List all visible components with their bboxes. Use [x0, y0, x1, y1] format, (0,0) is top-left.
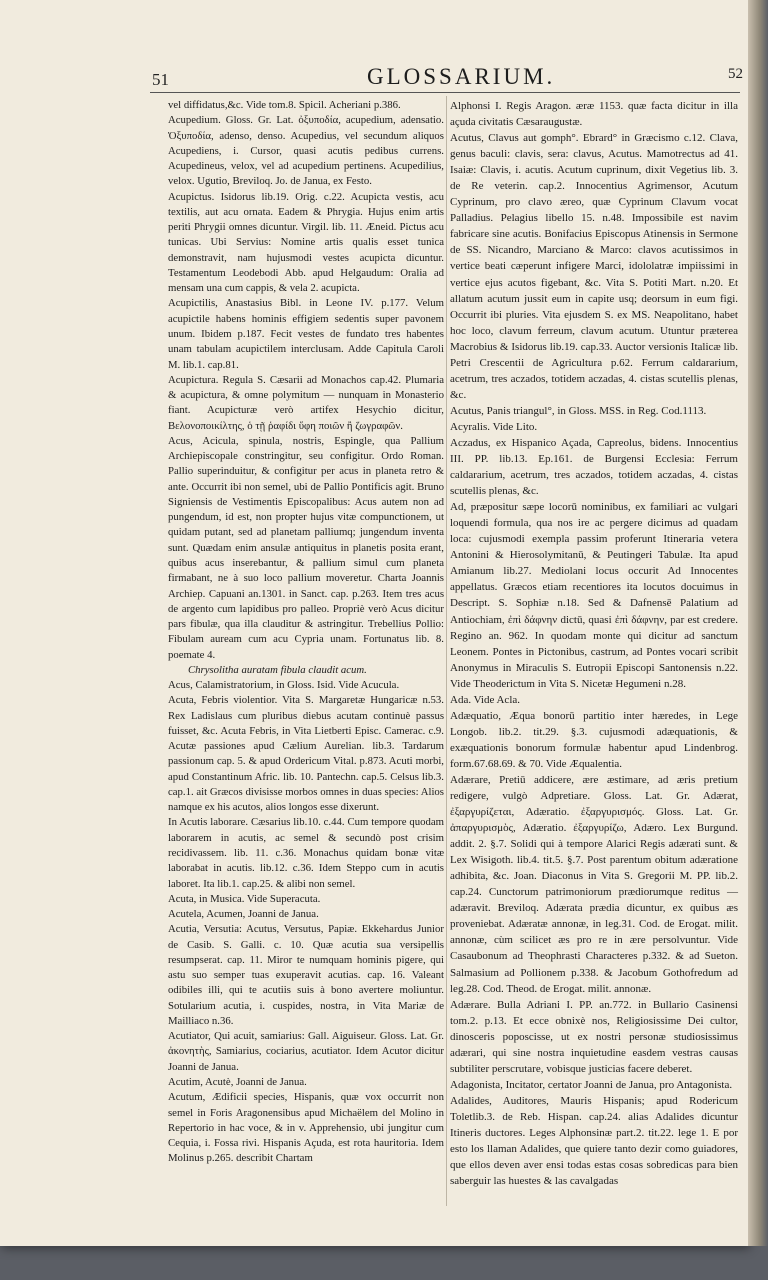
- entry-paragraph: Acutus, Panis triangul°, in Gloss. MSS. in Reg. Cod.1113.: [450, 404, 707, 417]
- entry-paragraph: Chrysolitha auratam fibula claudit acum.: [188, 663, 367, 676]
- entry-paragraph: Acutim, Acutè, Joanni de Janua.: [168, 1076, 307, 1088]
- entry-paragraph: Adæquatio, Æqua bonorū partitio inter hæredes, in Lege Longob. lib.2. tit.29. §.3. cujusmodi adæquationis, & exæquationis bonorum formulæ habentur apud Lindenbrog. form.67.68.69. & 70. Vide Æqualentia.: [450, 709, 738, 770]
- column-divider: [446, 96, 447, 1206]
- entry-paragraph: Acus, Acicula, spinula, nostris, Espingle, qua Pallium Archiepiscopale constringitur, seu configitur. Ordo Roman. Pallio superinduitur, & configitur per acus in planeta retro & ante. Occurrit ibi non semel, ubi de Pallio Pontificis agit. Bruno Signiensis de Vestimentis Episcopalibus: Acus autem non ad pungendum, id est, non propter hujus vitæ compunctionem, ut quidam putant, sed ad planetam palliumq; jungendum inventa sunt. Quædam enim ansulæ antiquitus in planetis posita erant, quibus acus inserebantur, & pallium simul cum planeta firmabant, ne à suo loco pallium moveretur. Charta Joannis Archiep. Capuani an.1301. in Sanct. cap. p.263. Item tres acus de argento cum lapidibus pro palleo. Propriè verò Acus dicitur pars fibulæ, qua illa clauditur & astringitur. Trebellius Pollio: Fibulam auream cum acu Cypria unam. Fortunatus lib. 8. poemate 4.: [168, 434, 444, 661]
- entry-paragraph: Acus, Calamistratorium, in Gloss. Isid. Vide Acucula.: [168, 679, 400, 692]
- page-number-right: 52: [728, 66, 743, 82]
- right-column: [450, 98, 738, 1189]
- entry-paragraph: Adagonista, Incitator, certator Joanni de Janua, pro Antagonista.: [450, 1078, 733, 1091]
- entry-paragraph: Acuta, Febris violentior. Vita S. Margaretæ Hungaricæ n.53. Rex Ladislaus cum pluribus diebus acutam continuè passus fuisset, &c. Acuta Febris, in Vita Lietberti Episc. Camerac. c.9. Acutæ passiones apud Cælium Aurelian. lib.3. Tardarum passionum cap. 5. & apud Ordericum Vital. p.873. Acuti morbi, apud Constantinum Afric. lib. 10. Pantechn. cap.5. Celsus lib.3. cap.1. ait Græcos divisisse morbos omnes in duas species: Alios namque ex his acutos, alios longos esse dixerunt.: [168, 694, 444, 814]
- entry-paragraph: Ada. Vide Acla.: [450, 693, 521, 706]
- page-edge: [748, 0, 768, 1246]
- entry-paragraph: vel diffidatus,&c. Vide tom.8. Spicil. Acheriani p.386.: [168, 99, 401, 111]
- page-number-left: 51: [152, 70, 169, 89]
- entry-paragraph: Acutus, Clavus aut gomph°. Ebrard° in Græcismo c.12. Clava, genus baculi: clavis, sera: clavus, Acutus. Mamotrectus ad 41. Isaiæ: Clavis, i. acutis. Acutum cuprinum, dixit Vegetius lib. 3. de Re veterin. cap.2. Innocentius Agrimensor, Acutum Cyprinum, pro clavo æreo, quæ Cyprinum Clavum vocat Palladius. Pelagius libello 15. n.48. Impossibile est navim fabricare sine acutis. Bonifacius Episcopus Atinensis in Sermone de SS. Nicandro, Marciano & Marco: clavos acutissimos in vertice beati cæperunt infigere Marci, idololatræ impiissimi in vertice ejus acutos figebant, &c. Vita S. Potiti Mart. n.20. Et allatum acutum jussit eum in capite usq; deorsum in eum figi. Occurrit ibi pluries. Vita ejusdem S. ex MS. Neapolitano, habet hoc loco, clavum ferreum, clavum acutum. Utuntur præterea Macrobius & Isidorus lib.19. cap.33. Auctor versionis Italicæ lib. Petri Crescentii de Agricultura p.62. Ferrum caldararium, acetrum, tres aczados, totidem aczadas, 4. cistas scutellis plenas, &c.: [450, 132, 738, 401]
- entry-paragraph: In Acutis laborare. Cæsarius lib.10. c.44. Cum tempore quodam laborarem in acutis, ac semel & secundò post crisim recidivassem. lib. 11. c.36. Monachus quidam bonæ vitæ laborabat in acutis. lib.12. c.36. Idem Steppo cum in acutis laboret. Ita lib.1. cap.25. & alibi non semel.: [168, 816, 444, 890]
- entry-paragraph: Adalides, Auditores, Mauris Hispanis; apud Rodericum Toletlib.3. de Reb. Hispan. cap.24. alias Adalides dicuntur Itineris ductores. Leges Alphonsinæ part.2. tit.22. lege 1. E por esto los llaman Adalides, que quiere tanto dezir como guiadores, que ellos deven aver ensi todas estas cosas sobredicas para bien saberguir las huestes & las cavalgadas: [450, 1094, 738, 1188]
- entry-paragraph: Acutiator, Qui acuit, samiarius: Gall. Aiguiseur. Gloss. Lat. Gr. ἀκονητὴς, Samiarius, cociarius, acutiator. Idem Acutor dicitur Joanni de Janua.: [168, 1030, 444, 1073]
- entry-paragraph: Ad, præpositur sæpe locorū nominibus, ex familiari ac vulgari loquendi formula, qua nos ire ac pergere dicimus ad quadam loca: cujusmodi exempla passim proferunt Itineraria vetera Antonini & Hierosolymitanū, & Peutingeri Tabulæ. Ita apud Amianum lib.27. Mediolani locus occurit Ad Innocentes appellatus. Græcos etiam recentiores ita locutos docuimus in Descript. S. Sophiæ n.18. Sed & Dafnensē Palatium ad Antiochiam, ἐπὶ δάφνην dictū, quasi ἐπὶ δάφνην, par est credere. Regino an. 962. In quodam monte qui dicitur ad sanctum Leonem. Pontes in Pictonibus, castrum, ad Pontes vocari scribit Anonymus in Miraculis S. Eutropii Episcopi Santonensis n.22. Vide Theoderictum in Vita S. Nicetæ Hegumeni n.28.: [450, 501, 738, 690]
- running-title: GLOSSARIUM.: [367, 64, 556, 89]
- header-rule: [150, 92, 740, 93]
- entry-paragraph: Acutela, Acumen, Joanni de Janua.: [168, 908, 319, 921]
- entry-paragraph: Alphonsi I. Regis Aragon. æræ 1153. quæ facta dicitur in illa açuda civitatis Cæsaraugustæ.: [450, 100, 738, 129]
- entry-paragraph: Acupictilis, Anastasius Bibl. in Leone IV. p.177. Velum acupictile habens hominis effigiem sedentis super pavonem unum. Ibidem p.187. Fecit vestes de fundato tres habentes unam tabulam acupictilem interclusam. Adde Capitula Caroli M. lib.1. cap.81.: [168, 297, 444, 371]
- entry-paragraph: Acyralis. Vide Lito.: [450, 420, 538, 433]
- entry-paragraph: Acutia, Versutia: Acutus, Versutus, Papiæ. Ekkehardus Junior de Casib. S. Galli. c. 10. Quæ acutia sua versipellis resumpserat. cap. 11. Miror te numquam hominis pigere, qui astu suo semper tuas exuperavit acutias. cap. 16. Valeant odibiles illi, qui te acutiis suis à bono avertere moliuntur. Sotularium acutia, i. cuspides, nostra, in Vita Mariæ de Mailliaco n.36.: [168, 923, 444, 1027]
- entry-paragraph: Acupedium. Gloss. Gr. Lat. ὀξυποδία, acupedium, adensatio. Ὀξυποδία, adenso, denso. Acupedius, vel secundum aliquos Acupediens, i. Cursor, quasi acutis pedibus currens. Acupedineus, velox, vel ad acupedium pertinens. Acupedilius, velox. Ugutio, Breviloq. Jo. de Janua, ex Festo.: [168, 114, 444, 188]
- entry-paragraph: Acupictus. Isidorus lib.19. Orig. c.22. Acupicta vestis, acu textilis, aut acu ornata. Eadem & Phrygia. Hujus enim artis periti Phrygii omnes dicuntur. Virgil. lib. 11. Æneid. Pictus acu tunicas. Ubi Servius: Nomine artis qualis esset tunica demonstravit, nam hujusmodi vestes acupicta dicuntur. Testamentum Leodebodi Abb. apud Helgaudum: Oralia ad mensam una cum cappis, & vela 2. acupicta.: [168, 190, 444, 295]
- entry-paragraph: Acuta, in Musica. Vide Superacuta.: [168, 892, 321, 905]
- entry-paragraph: Acutum, Ædificii species, Hispanis, quæ vox occurrit non semel in Foris Aragonensibus apud Michaëlem del Molino in Repertorio in hac voce, & in v. Apprehensio, ubi jungitur cum Cequia, i. Fossa rivi. Hispanis Açuda, est rota hauritoria. Idem Molinus p.265. describit Chartam: [168, 1091, 444, 1165]
- entry-paragraph: Acupictura. Regula S. Cæsarii ad Monachos cap.42. Plumaria & acupictura, & omne polymitum — nunquam in Monasterio fiant. Acupicturæ verò artifex Hesychio dicitur, Βελονοποικίλτης, ὁ τῇ ῥαφίδι ὕφη ποιῶν ἢ ζωγραφῶν.: [168, 373, 444, 432]
- entry-paragraph: Adærare, Pretiū addicere, ære æstimare, ad æris pretium redigere, vulgò Adpretiare. Gloss. Lat. Gr. Adærat, ἐξαργυρίζεται, Adæratio. ἐξαργυρισμός. Gloss. Lat. Gr. ἀπαργυρισμὸς, Adæratio. ἐξαργυρίζω, Adæro. Lex Burgund. addit. 2. §.7. Solidi qui à tempore Alarici Regis adærati sunt. & Lex Wisigoth. lib.4. tit.5. §.7. Post parentum obitum adæratione adhibita, &c. Joan. Diaconus in Vita S. Gregorii M. PP. lib.2. cap.24. Cunctorum patrimoniorum prædiorumque reditus — adæravit. Breviloq. Adærata prædia dicuntur, ex quibus æs proveniebat. Adæratæ annonæ, in leg.31. Cod. de Erogat. milit. annonæ, cùm scilicet æs pro re in ære persolvuntur. Vide Casaubonum ad Theophrasti Characteres p.332. & ad Sueton. Salmasium ad Pollionem p.338. & Jacobum Gothofredum ad leg.28. Cod. Theod. de Erogat. milit. annonæ.: [450, 773, 738, 995]
- entry-paragraph: Adærare. Bulla Adriani I. PP. an.772. in Bullario Casinensi tom.2. p.13. Et ecce obnixè nos, Religiosissime Dei cultor, dinosceris poposcisse, ut ex nostri personæ studiosissimus adærari, qui sine nostra inquietudine easdem vestras causas subtiliter perscrutare, vobisque justicias facere deberet.: [450, 998, 738, 1075]
- left-column: [168, 98, 444, 1167]
- entry-paragraph: Aczadus, ex Hispanico Açada, Capreolus, bidens. Innocentius III. PP. lib.13. Ep.161. de Burgensi Ecclesia: Ferrum caldararium, acetrum, tres aczados, totidem aczadas, 4. cistas scutellis plenas, &c.: [450, 436, 738, 498]
